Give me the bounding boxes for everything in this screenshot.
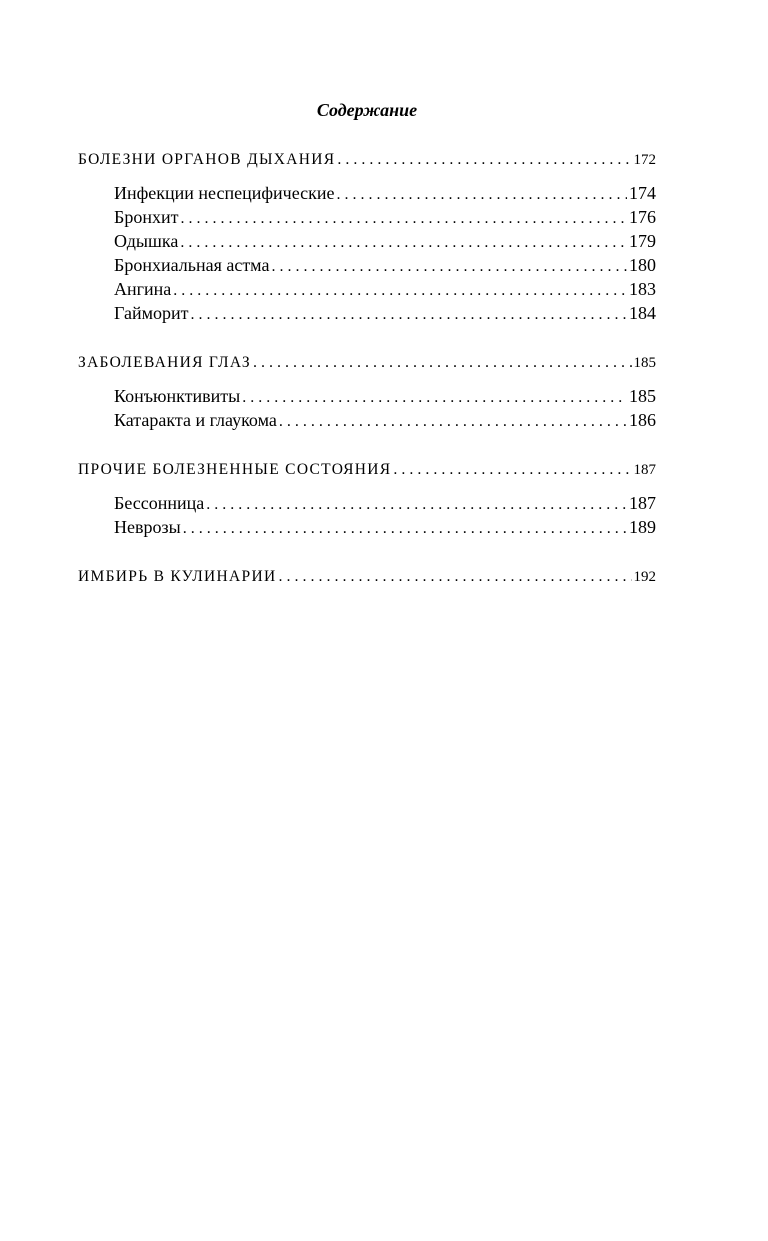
toc-chapter-entry[interactable] xyxy=(78,351,656,375)
entry-title: Бронхит xyxy=(114,207,179,227)
table-of-contents xyxy=(78,148,656,614)
toc-chapter-entry[interactable] xyxy=(78,458,656,482)
dot-leader xyxy=(253,351,632,375)
dot-leader xyxy=(337,183,627,206)
page-number: 185 xyxy=(629,386,656,406)
toc-entry[interactable] xyxy=(78,492,656,516)
chapter-title: БОЛЕЗНИ ОРГАНОВ ДЫХАНИЯ xyxy=(78,151,336,168)
toc-section xyxy=(78,351,656,433)
entry-title: Конъюнктивиты xyxy=(114,386,241,406)
page-number: 192 xyxy=(633,569,656,585)
entry-title: Неврозы xyxy=(114,517,181,537)
toc-entry[interactable] xyxy=(78,182,656,206)
page-number: 176 xyxy=(629,207,656,227)
toc-entry[interactable] xyxy=(78,254,656,278)
toc-entry[interactable] xyxy=(78,278,656,302)
entry-title: Катаракта и глаукома xyxy=(114,410,277,430)
page-number: 187 xyxy=(629,493,656,513)
entry-title: Бронхиальная астма xyxy=(114,255,270,275)
entry-title: Одышка xyxy=(114,231,179,251)
dot-leader xyxy=(190,303,627,326)
page-number: 174 xyxy=(629,183,656,203)
page-number: 189 xyxy=(629,517,656,537)
entry-title: Бессонница xyxy=(114,493,205,513)
dot-leader xyxy=(271,255,627,278)
toc-entry[interactable] xyxy=(78,302,656,326)
chapter-title: ПРОЧИЕ БОЛЕЗНЕННЫЕ СОСТОЯНИЯ xyxy=(78,461,392,478)
toc-entry[interactable] xyxy=(78,516,656,540)
chapter-title: ЗАБОЛЕВАНИЯ ГЛАЗ xyxy=(78,354,251,371)
page-number: 179 xyxy=(629,231,656,251)
dot-leader xyxy=(393,458,631,482)
page-number: 180 xyxy=(629,255,656,275)
dot-leader xyxy=(337,148,631,172)
entry-title: Гайморит xyxy=(114,303,189,323)
page-number: 183 xyxy=(629,279,656,299)
toc-entry[interactable] xyxy=(78,409,656,433)
dot-leader xyxy=(180,231,627,254)
dot-leader xyxy=(279,410,627,433)
toc-title: Содержание xyxy=(316,100,418,120)
toc-section xyxy=(78,148,656,326)
page-number: 184 xyxy=(629,303,656,323)
dot-leader xyxy=(278,565,631,589)
toc-entry[interactable] xyxy=(78,206,656,230)
toc-section xyxy=(78,565,656,589)
page-number: 186 xyxy=(629,410,656,430)
dot-leader xyxy=(242,386,627,409)
dot-leader xyxy=(173,279,627,302)
toc-chapter-entry[interactable] xyxy=(78,148,656,172)
dot-leader xyxy=(206,493,627,516)
page-number: 185 xyxy=(633,355,656,371)
toc-entry[interactable] xyxy=(78,385,656,409)
toc-entry[interactable] xyxy=(78,230,656,254)
toc-chapter-entry[interactable] xyxy=(78,565,656,589)
entry-title: Ангина xyxy=(114,279,172,299)
toc-section xyxy=(78,458,656,540)
page-number: 187 xyxy=(633,462,656,478)
chapter-title: ИМБИРЬ В КУЛИНАРИИ xyxy=(78,568,277,585)
page-number: 172 xyxy=(633,152,656,168)
dot-leader xyxy=(183,517,627,540)
entry-title: Инфекции неспецифические xyxy=(114,183,335,203)
dot-leader xyxy=(180,207,627,230)
